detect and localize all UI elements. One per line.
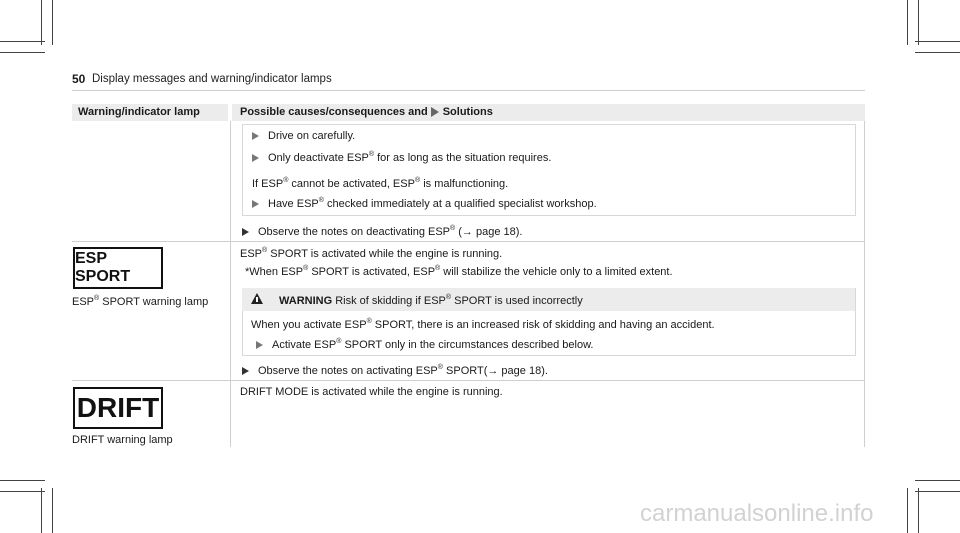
crop-mark bbox=[915, 491, 960, 492]
crop-mark bbox=[0, 480, 45, 481]
list-item: Observe the notes on activating ESP® SPORT(→ page 18). bbox=[242, 364, 548, 377]
list-item: Have ESP® checked immediately at a qualified specialist workshop. bbox=[252, 197, 597, 210]
bullet-arrow-icon bbox=[252, 132, 259, 140]
crop-mark bbox=[41, 0, 42, 45]
warning-exclamation bbox=[256, 297, 258, 302]
list-item: Activate ESP® SPORT only in the circumstances described below. bbox=[256, 338, 593, 351]
list-item: Only deactivate ESP® for as long as the situation requires. bbox=[252, 151, 551, 164]
crop-mark bbox=[0, 41, 45, 42]
crop-mark bbox=[918, 488, 919, 533]
crop-mark bbox=[915, 480, 960, 481]
lamp-label: ESP® SPORT warning lamp bbox=[72, 295, 209, 308]
paragraph: If ESP® cannot be activated, ESP® is malfunctioning. bbox=[252, 177, 509, 190]
footnote: *When ESP® SPORT is activated, ESP® will stabilize the vehicle only to a limited extent. bbox=[245, 265, 673, 278]
row-divider bbox=[72, 241, 865, 242]
bullet-arrow-icon bbox=[242, 228, 249, 236]
paragraph: ESP® SPORT is activated while the engine is running. bbox=[240, 247, 503, 260]
crop-mark bbox=[41, 488, 42, 533]
crop-mark bbox=[52, 0, 53, 45]
page-title: Display messages and warning/indicator lamps bbox=[92, 73, 332, 85]
crop-mark bbox=[52, 488, 53, 533]
drift-lamp-icon: DRIFT bbox=[73, 387, 163, 429]
bullet-arrow-icon bbox=[252, 154, 259, 162]
crop-mark bbox=[907, 0, 908, 45]
crop-mark bbox=[0, 491, 45, 492]
crop-mark bbox=[915, 41, 960, 42]
crop-mark bbox=[0, 52, 45, 53]
header-divider bbox=[72, 90, 865, 91]
bullet-arrow-icon bbox=[256, 341, 263, 349]
warning-heading: WARNING Risk of skidding if ESP® SPORT is used incorrectly bbox=[279, 294, 583, 307]
paragraph: DRIFT MODE is activated while the engine is running. bbox=[240, 386, 503, 398]
solution-arrow-icon bbox=[431, 107, 439, 117]
crop-mark bbox=[918, 0, 919, 45]
table-right-border bbox=[864, 121, 865, 447]
crop-mark bbox=[907, 488, 908, 533]
page-number: 50 bbox=[72, 72, 86, 86]
watermark: carmanualsonline.info bbox=[640, 500, 874, 527]
column-header-lamp: Warning/indicator lamp bbox=[72, 104, 228, 121]
column-header-solutions bbox=[232, 104, 865, 121]
crop-mark bbox=[915, 52, 960, 53]
column-header-causes: Possible causes/consequences and bbox=[240, 106, 428, 118]
lamp-label: DRIFT warning lamp bbox=[72, 434, 173, 446]
warning-text: When you activate ESP® SPORT, there is an increased risk of skidding and having an accident. bbox=[251, 318, 715, 331]
list-item: Drive on carefully. bbox=[252, 130, 355, 142]
list-item: Observe the notes on deactivating ESP® (→ page 18). bbox=[242, 225, 522, 238]
column-divider bbox=[230, 121, 231, 447]
bullet-arrow-icon bbox=[252, 200, 259, 208]
bullet-arrow-icon bbox=[242, 367, 249, 375]
column-header-solutions-label: Solutions bbox=[442, 106, 493, 118]
esp-sport-lamp-icon: ESP SPORT bbox=[73, 247, 163, 289]
row-divider bbox=[72, 380, 865, 381]
